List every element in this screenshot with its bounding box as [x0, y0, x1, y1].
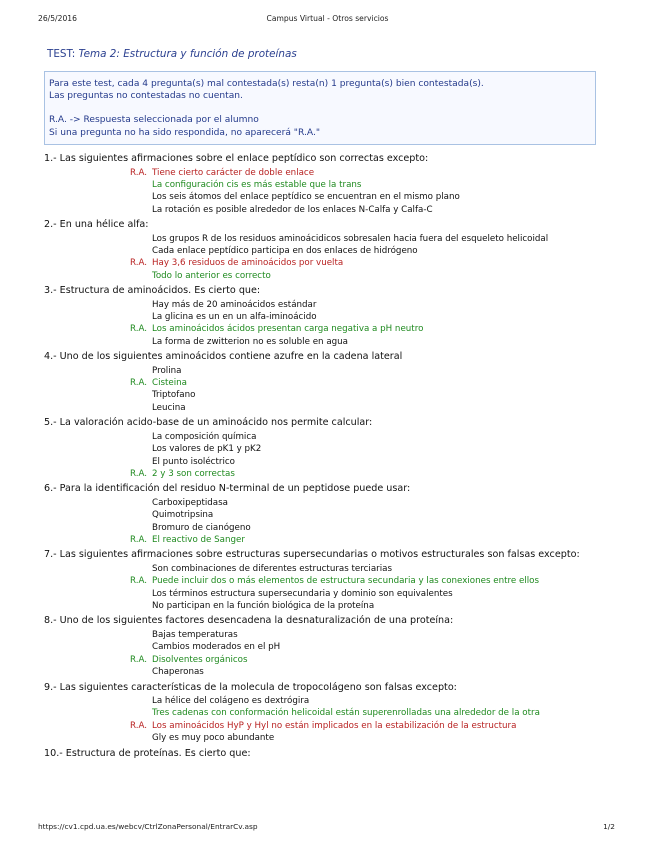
answer-text: Quimotripsina: [152, 510, 214, 521]
answer-text: La rotación es posible alrededor de los enlaces N-Calfa y Calfa-C: [152, 204, 433, 215]
print-date: 26/5/2016: [38, 14, 77, 23]
answer-text: Puede incluir dos o más elementos de estructura secundaria y las conexiones entre ellos: [152, 576, 539, 587]
answer-option: [44, 509, 616, 521]
selected-answer-marker: R.A.: [130, 378, 148, 389]
answer-text: Triptofano: [152, 390, 196, 401]
print-title: Campus Virtual - Otros servicios: [266, 14, 389, 23]
answer-option: [44, 245, 616, 257]
question: [44, 747, 616, 761]
answer-option: [44, 257, 616, 269]
answer-option: [44, 600, 616, 612]
selected-answer-marker: R.A.: [130, 167, 148, 178]
answer-option: [44, 365, 616, 377]
page-url: https://cv1.cpd.ua.es/webcv/CtrlZonaPersonal/EntrarCv.asp: [38, 822, 258, 831]
answer-text: Son combinaciones de diferentes estructuras terciarias: [152, 563, 392, 574]
answer-option: [44, 654, 616, 666]
answer-text: Los grupos R de los residuos aminoácidicos sobresalen hacia fuera del esqueleto helicoidal: [152, 233, 549, 244]
answer-option: [44, 641, 616, 653]
answer-text: Chaperonas: [152, 667, 204, 678]
answer-option: [44, 443, 616, 455]
question: [44, 218, 616, 282]
answer-text: Cada enlace peptídico participa en dos enlaces de hidrógeno: [152, 245, 418, 256]
answer-text: No participan en la función biológica de la proteína: [152, 601, 375, 612]
answer-option: [44, 732, 616, 744]
answer-text: Carboxipeptidasa: [152, 497, 228, 508]
info-line: Las preguntas no contestadas no cuentan.: [49, 91, 243, 102]
selected-answer-marker: R.A.: [130, 534, 148, 545]
answer-text: Prolina: [152, 365, 182, 376]
question-stem: 10.- Estructura de proteínas. Es cierto que:: [44, 747, 251, 759]
info-line: Para este test, cada 4 pregunta(s) mal contestada(s) resta(n) 1 pregunta(s) bien contestada(s).: [49, 79, 484, 89]
answer-text: La glicina es un en un alfa-iminoácido: [152, 312, 317, 323]
question: [44, 482, 616, 546]
question-stem: 3.- Estructura de aminoácidos. Es cierto que:: [44, 285, 261, 297]
answer-text: El reactivo de Sanger: [152, 534, 245, 545]
answer-options: [44, 167, 616, 217]
answer-text: Bajas temperaturas: [152, 629, 238, 640]
selected-answer-marker: R.A.: [130, 258, 148, 269]
info-box: [44, 71, 596, 145]
answer-option: [44, 270, 616, 282]
answer-text: El punto isoléctrico: [152, 456, 235, 467]
answer-text: Los aminoácidos ácidos presentan carga negativa a pH neutro: [152, 324, 424, 335]
question-stem: 8.- Uno de los siguientes factores desencadena la desnaturalización de una proteína:: [44, 615, 454, 627]
test-title: [47, 48, 297, 60]
answer-text: Tiene cierto carácter de doble enlace: [152, 167, 315, 178]
question-stem: 6.- Para la identificación del residuo N-terminal de un peptidose puede usar:: [44, 483, 411, 495]
answer-options: [44, 497, 616, 547]
question: [44, 548, 616, 612]
question-stem: 2.- En una hélice alfa:: [44, 219, 149, 231]
question: [44, 681, 616, 745]
answer-option: [44, 389, 616, 401]
selected-answer-marker: R.A.: [130, 720, 148, 731]
answer-option: [44, 336, 616, 348]
answer-option: [44, 179, 616, 191]
answer-text: Los aminoácidos HyP y Hyl no están implicados en la estabilización de la estructura: [152, 720, 517, 731]
answer-options: [44, 563, 616, 613]
answer-text: Hay 3,6 residuos de aminoácidos por vuelta: [152, 258, 344, 269]
selected-answer-marker: R.A.: [130, 576, 148, 587]
answer-text: Bromuro de cianógeno: [152, 522, 251, 533]
answer-option: [44, 468, 616, 480]
question-stem: 5.- La valoración acido-base de un aminoácido nos permite calcular:: [44, 417, 373, 429]
answer-text: La configuración cis es más estable que la trans: [152, 179, 362, 190]
answer-option: [44, 575, 616, 587]
answer-option: [44, 233, 616, 245]
print-header: [0, 14, 655, 26]
answer-option: [44, 707, 616, 719]
question: [44, 350, 616, 414]
answer-text: Leucina: [152, 402, 186, 413]
answer-text: Gly es muy poco abundante: [152, 733, 275, 744]
question-stem: 9.- Las siguientes características de la molecula de tropocolágeno son falsas excepto:: [44, 681, 457, 693]
answer-option: [44, 167, 616, 179]
answer-option: [44, 666, 616, 678]
answer-option: [44, 695, 616, 707]
answer-option: [44, 204, 616, 216]
selected-answer-marker: R.A.: [130, 324, 148, 335]
answer-option: [44, 720, 616, 732]
answer-options: [44, 629, 616, 679]
answer-options: [44, 233, 616, 283]
answer-text: La composición química: [152, 431, 257, 442]
selected-answer-marker: R.A.: [130, 468, 148, 479]
answer-options: [44, 695, 616, 745]
answer-option: [44, 323, 616, 335]
answer-option: [44, 456, 616, 468]
question-stem: 4.- Uno de los siguientes aminoácidos contiene azufre en la cadena lateral: [44, 351, 403, 363]
test-label: TEST:: [47, 48, 76, 60]
answer-options: [44, 431, 616, 481]
answer-option: [44, 588, 616, 600]
answer-option: [44, 377, 616, 389]
question-stem: 7.- Las siguientes afirmaciones sobre estructuras supersecundarias o motivos estructurales son falsas excepto:: [44, 549, 580, 561]
answer-text: Los seis átomos del enlace peptídico se encuentran en el mismo plano: [152, 192, 460, 203]
question: [44, 614, 616, 678]
answer-text: La hélice del colágeno es dextrógira: [152, 696, 310, 706]
question: [44, 152, 616, 216]
answer-option: [44, 563, 616, 575]
answer-text: Hay más de 20 aminoácidos estándar: [152, 299, 317, 310]
answer-text: Los valores de pK1 y pK2: [152, 444, 262, 455]
answer-option: [44, 191, 616, 203]
question-stem: 1.- Las siguientes afirmaciones sobre el enlace peptídico son correctas excepto:: [44, 153, 429, 164]
answer-text: 2 y 3 son correctas: [152, 468, 235, 479]
answer-option: [44, 299, 616, 311]
page-number: 1/2: [603, 822, 615, 831]
answer-option: [44, 402, 616, 414]
selected-answer-marker: R.A.: [130, 654, 148, 665]
answer-text: La forma de zwitterion no es soluble en agua: [152, 336, 348, 347]
question: [44, 416, 616, 480]
answer-text: Tres cadenas con conformación helicoidal están superenrolladas una alrededor de la otra: [152, 708, 540, 719]
question-list: [44, 152, 616, 762]
answer-option: [44, 522, 616, 534]
answer-option: [44, 311, 616, 323]
answer-text: Disolventes orgánicos: [152, 654, 248, 665]
test-topic: Tema 2: Estructura y función de proteínas: [78, 48, 297, 60]
info-line: R.A. -> Respuesta seleccionada por el alumno: [49, 115, 259, 126]
answer-option: [44, 431, 616, 443]
info-line: Si una pregunta no ha sido respondida, no aparecerá "R.A.": [49, 127, 321, 138]
answer-text: Cisteina: [152, 378, 188, 389]
answer-option: [44, 534, 616, 546]
answer-text: Los términos estructura supersecundaria y dominio son equivalentes: [152, 588, 453, 599]
answer-options: [44, 299, 616, 349]
answer-option: [44, 629, 616, 641]
question: [44, 284, 616, 348]
answer-text: Todo lo anterior es correcto: [152, 270, 271, 281]
answer-option: [44, 497, 616, 509]
answer-options: [44, 365, 616, 415]
answer-text: Cambios moderados en el pH: [152, 642, 281, 653]
